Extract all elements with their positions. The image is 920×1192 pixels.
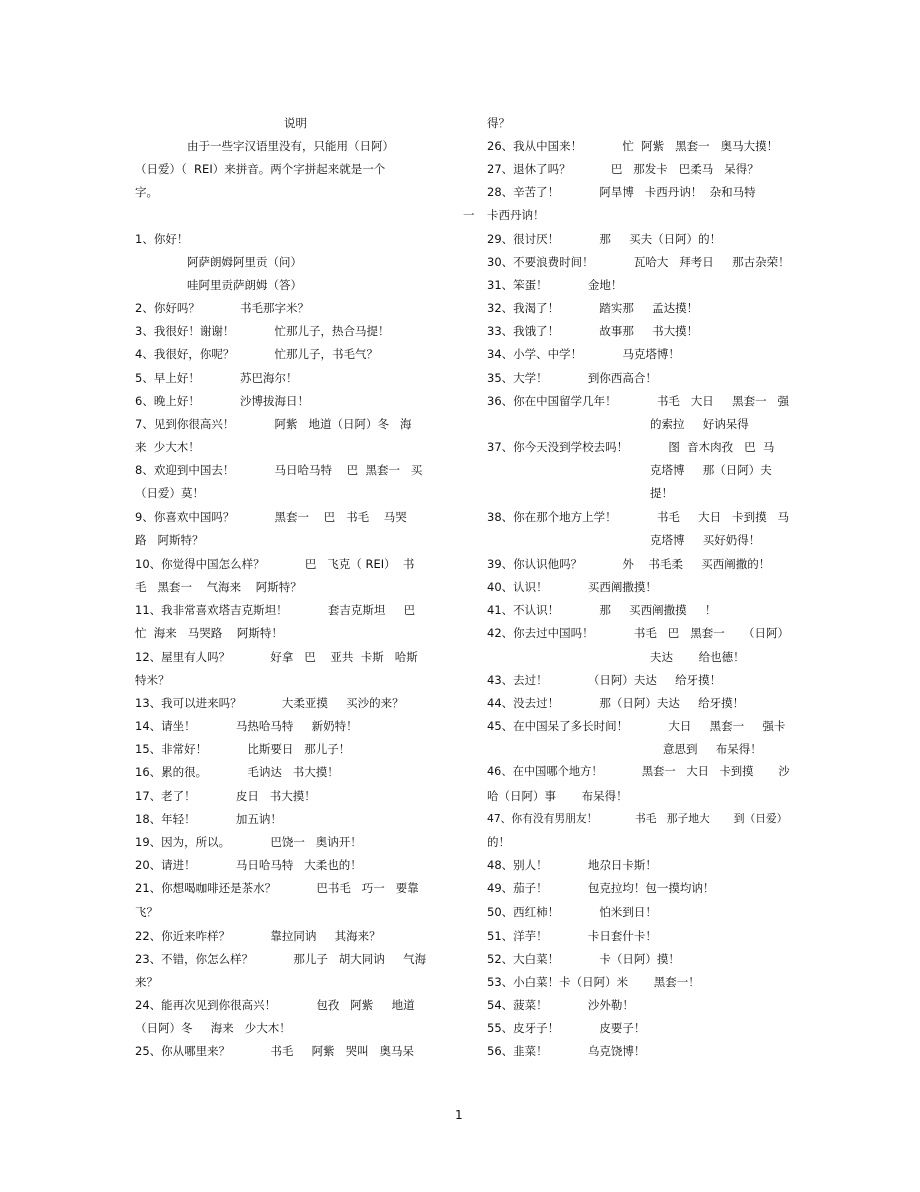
text-line: 的索拉 好讷呆得 — [650, 417, 749, 431]
text-line: 49、茄子！ 包克拉均！包一摸均讷！ — [487, 881, 715, 895]
text-line: 41、不认识！ 那 买西阐撒摸 ！ — [487, 603, 717, 617]
text-line: 50、西红柿！ 怕米到日！ — [487, 905, 657, 919]
text-line: 55、皮牙子！ 皮要子！ — [487, 1021, 646, 1035]
text-line: 46、在中国哪个地方！ 黑套一 大日 卡到摸 沙 — [487, 765, 790, 778]
text-line: 4、我很好，你呢？ 忙那儿子，书毛气？ — [135, 347, 379, 361]
text-line: 13、我可以进来吗？ 大柔亚摸 买沙的来？ — [135, 696, 404, 710]
text-line: 字。 — [135, 185, 158, 199]
text-line: 53、小白菜！卡（日阿）米 黑套一！ — [487, 975, 700, 989]
text-line: 意思到 布呆得！ — [663, 742, 762, 756]
text-line: 忙 海来 马哭路 阿斯特！ — [135, 626, 283, 640]
text-line: 来 少大木！ — [135, 440, 200, 454]
text-line: 34、小学、中学！ 马克塔博！ — [487, 347, 680, 361]
text-line: 29、很讨厌！ 那 买夫（日阿）的！ — [487, 232, 722, 246]
margin-mark: 一 — [463, 208, 475, 222]
text-line: 克塔博 买好奶得！ — [650, 533, 761, 547]
text-line: 25、你从哪里来？ 书毛 阿紫 哭叫 奥马呆 — [135, 1044, 415, 1058]
text-line: 20、请进！ 马日哈马特 大柔也的！ — [135, 858, 362, 872]
text-line: 37、你今天没到学校去吗！ 图 音木肉孜 巴 马 — [487, 440, 775, 454]
text-line: 卡西丹讷！ — [487, 208, 545, 222]
text-line: 得？ — [487, 116, 510, 130]
text-line: 43、去过！ （日阿）夫达 给牙摸！ — [487, 673, 722, 687]
text-line: 3、我很好！谢谢！ 忙那儿子，热合马提！ — [135, 324, 390, 338]
text-line: 31、笨蛋！ 金地！ — [487, 278, 623, 292]
text-line: 19、因为，所以。 巴饶一 奥讷开！ — [135, 835, 362, 849]
text-line: 54、菠菜！ 沙外勒！ — [487, 998, 634, 1012]
text-line: （日爱）（ REI）来拼音。两个字拼起来就是一个 — [135, 162, 386, 176]
text-line: 14、请坐！ 马热哈马特 新奶特！ — [135, 719, 358, 733]
text-line: 18、年轻！ 加五讷！ — [135, 812, 282, 826]
text-line: 40、认识！ 买西阐撒摸！ — [487, 580, 657, 594]
text-line: 6、晚上好！ 沙博拔海日！ — [135, 394, 310, 408]
text-line: 33、我饿了！ 故事那 书大摸！ — [487, 324, 699, 338]
text-line: 由于一些字汉语里没有，只能用（日阿） — [187, 139, 394, 153]
text-line: 飞？ — [135, 905, 158, 919]
text-line: 2、你好吗？ 书毛那字米？ — [135, 301, 310, 315]
text-line: 47、你有没有男朋友！ 书毛 那子地大 到（日爱） — [487, 812, 788, 825]
text-line: 哇阿里贡萨朗姆（答） — [187, 278, 302, 292]
text-line: 1、你好！ — [135, 232, 189, 246]
text-line: 阿萨朗姆阿里贡（问） — [187, 255, 302, 269]
text-line: 51、洋芋！ 卡日套什卡！ — [487, 929, 657, 943]
text-line: 路 阿斯特？ — [135, 533, 204, 547]
text-line: 45、在中国呆了多长时间！ 大日 黑套一 强卡 — [487, 719, 786, 733]
text-line: 30、不要浪费时间！ 瓦哈大 拜考日 那古杂荣！ — [487, 255, 790, 269]
text-line: 10、你觉得中国怎么样？ 巴 飞克（ REI） 书 — [135, 557, 415, 571]
text-line: 35、大学！ 到你西高合！ — [487, 371, 657, 385]
text-line: 11、我非常喜欢塔吉克斯坦！ 套吉克斯坦 巴 — [135, 603, 416, 617]
text-line: 48、别人！ 地尕日卡斯！ — [487, 858, 657, 872]
text-line: 28、辛苦了！ 阿旱博 卡西丹讷！ 杂和马特 — [487, 185, 756, 199]
text-line: 52、大白菜！ 卡（日阿）摸！ — [487, 952, 680, 966]
text-line: 21、你想喝咖啡还是茶水？ 巴书毛 巧一 要靠 — [135, 881, 419, 895]
text-line: 夫达 给也德！ — [650, 650, 745, 664]
text-line: 39、你认识他吗？ 外 书毛柔 买西阐撒的！ — [487, 557, 771, 571]
doc-heading: 说明 — [284, 116, 307, 130]
text-line: 提！ — [650, 486, 673, 500]
text-line: 24、能再次见到你很高兴！ 包孜 阿紫 地道 — [135, 998, 415, 1012]
text-line: 来？ — [135, 975, 158, 989]
text-line: 的！ — [487, 835, 510, 849]
text-line: 8、欢迎到中国去！ 马日哈马特 巴 黑套一 买 — [135, 463, 423, 477]
text-line: 32、我渴了！ 踏实那 孟达摸！ — [487, 301, 699, 315]
text-line: 26、我从中国来！ 忙 阿紫 黑套一 奥马大摸！ — [487, 139, 779, 153]
text-line: 克塔博 那（日阿）夫 — [650, 463, 772, 477]
page-number: 1 — [455, 1108, 463, 1122]
text-line: 22、你近来咋样？ 靠拉同讷 其海来？ — [135, 929, 381, 943]
text-line: 7、见到你很高兴！ 阿紫 地道（日阿）冬 海 — [135, 417, 412, 431]
text-line: 27、退休了吗？ 巴 那发卡 巴柔马 呆得？ — [487, 162, 759, 176]
text-line: 毛 黑套一 气海来 阿斯特？ — [135, 580, 302, 594]
text-line: 5、早上好！ 苏巴海尔！ — [135, 371, 298, 385]
text-line: 12、屋里有人吗？ 好拿 巴 亚共 卡斯 哈斯 — [135, 650, 418, 664]
text-line: 42、你去过中国吗！ 书毛 巴 黑套一 （日阿） — [487, 626, 790, 640]
text-line: 38、你在那个地方上学！ 书毛 大日 卡到摸 马 — [487, 510, 790, 524]
text-line: 9、你喜欢中国吗？ 黑套一 巴 书毛 马哭 — [135, 510, 407, 524]
text-line: 56、韭菜！ 乌克饶博！ — [487, 1044, 646, 1058]
text-line: 哈（日阿）事 布呆得！ — [487, 789, 628, 803]
text-line: （日爱）莫！ — [135, 486, 204, 500]
text-line: 15、非常好！ 比斯要日 那儿子！ — [135, 742, 351, 756]
text-line: 23、不错，你怎么样？ 那儿子 胡大同讷 气海 — [135, 952, 427, 966]
text-line: 16、累的很。 毛讷达 书大摸！ — [135, 765, 339, 779]
text-line: 特米？ — [135, 673, 170, 687]
text-line: 44、没去过！ 那（日阿）夫达 给牙摸！ — [487, 696, 745, 710]
text-line: （日阿）冬 海来 少大木！ — [135, 1021, 291, 1035]
text-line: 17、老了！ 皮日 书大摸！ — [135, 789, 316, 803]
text-line: 36、你在中国留学几年！ 书毛 大日 黑套一 强 — [487, 394, 790, 408]
